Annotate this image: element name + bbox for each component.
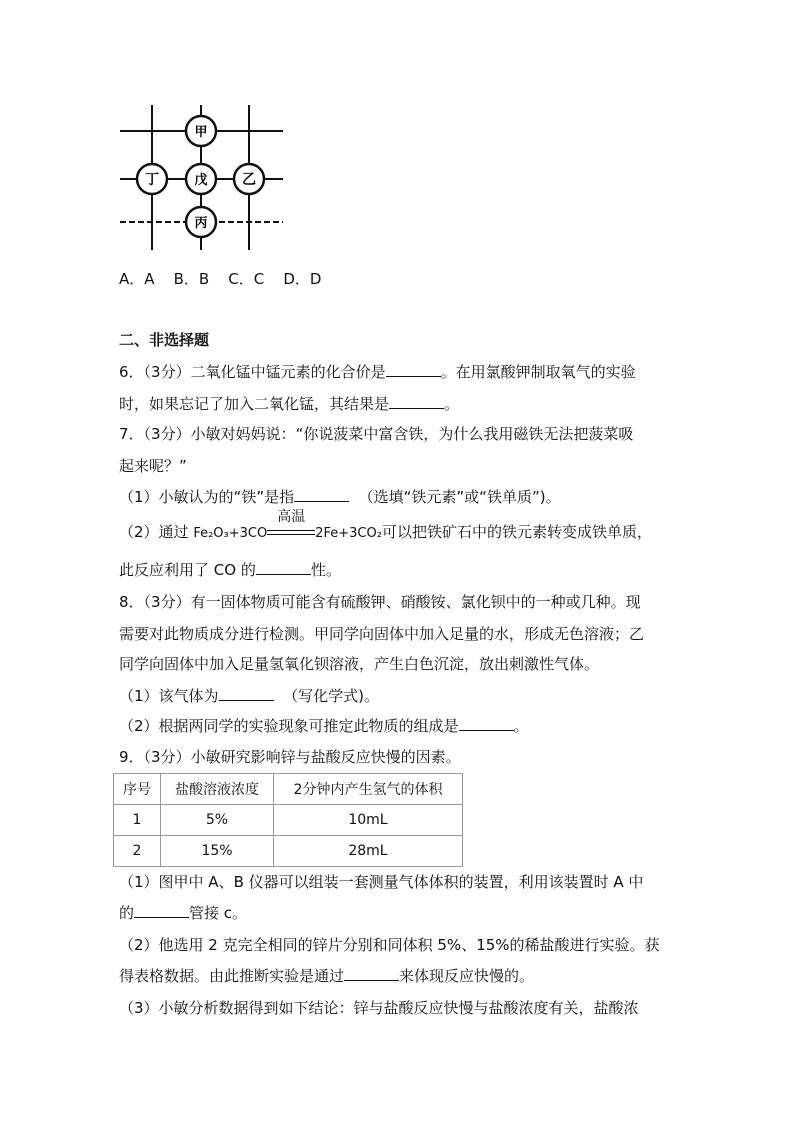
q8-line-2: 需要对此物质成分进行检测。甲同学向固体中加入足量的水，形成无色溶液；乙 [119, 625, 645, 643]
answer-options [119, 268, 321, 290]
node-left-label: 丁 [145, 172, 159, 188]
q9-text: 管接 c。 [189, 904, 248, 922]
node-top [186, 116, 216, 146]
answer-blank[interactable] [389, 394, 444, 409]
table-row [114, 805, 463, 836]
table-header: 盐酸溶液浓度 [161, 774, 274, 805]
answer-blank[interactable] [459, 716, 514, 731]
grid-diagram [115, 100, 290, 255]
equation-reactant: Fe₂O₃+3CO [193, 526, 268, 541]
q7-text: （1）小敏认为的“铁”是指 [119, 488, 295, 506]
node-right-label: 乙 [242, 172, 256, 188]
section-title: 二、非选择题 [119, 331, 210, 349]
q6-text: 。在用氯酸钾制取氧气的实验 [440, 363, 636, 381]
table-cell: 2 [114, 836, 161, 867]
table-header: 序号 [114, 774, 161, 805]
q6-text: 6．（3分）二氧化锰中锰元素的化合价是 [119, 363, 386, 381]
q6-line-2 [119, 393, 459, 415]
node-center [186, 164, 216, 194]
q7-line-1: 7．（3分）小敏对妈妈说：“你说菠菜中富含铁，为什么我用磁铁无法把菠菜吸 [119, 425, 634, 443]
table-cell: 5% [161, 805, 274, 836]
q6-line-1 [119, 361, 636, 383]
q9-part-1a: （1）图甲中 A、B 仪器可以组装一套测量气体体积的装置，利用该装置时 A 中 [119, 873, 644, 891]
answer-blank[interactable] [344, 966, 399, 981]
option-b[interactable]: B．B [173, 270, 210, 288]
q6-text: 。 [444, 395, 460, 413]
q9-text: 得表格数据。由此推断实验是通过 [119, 967, 345, 985]
node-bottom [186, 207, 216, 237]
q7-part-1 [119, 486, 561, 508]
answer-blank[interactable] [386, 362, 441, 377]
table-cell: 1 [114, 805, 161, 836]
q7-text: （选填“铁元素”或“铁单质”)。 [358, 488, 561, 506]
answer-blank[interactable] [256, 560, 311, 575]
q7-part-3 [119, 559, 341, 581]
node-right [234, 164, 264, 194]
q7-text: 可以把铁矿石中的铁元素转变成铁单质， [381, 523, 652, 541]
table-header: 2分钟内产生氢气的体积 [274, 774, 463, 805]
node-bottom-label: 丙 [194, 216, 208, 231]
q7-text: 此反应利用了 CO 的 [119, 561, 256, 579]
equation-product: 2Fe+3CO₂ [315, 526, 382, 541]
option-c[interactable]: C．C [228, 270, 265, 288]
q9-part-2b [119, 965, 534, 987]
table-cell: 15% [161, 836, 274, 867]
q7-line-2: 起来呢？” [119, 457, 187, 475]
q8-text: （2）根据两同学的实验现象可推定此物质的组成是 [119, 717, 459, 735]
node-top-label: 甲 [194, 125, 208, 140]
option-a[interactable]: A．A [119, 270, 155, 288]
answer-blank[interactable] [294, 487, 349, 502]
equation-condition: 高温 [277, 509, 306, 525]
q7-text: 性。 [310, 561, 341, 579]
q9-part-1b [119, 902, 247, 924]
q9-part-3: （3）小敏分析数据得到如下结论：锌与盐酸反应快慢与盐酸浓度有关，盐酸浓 [119, 999, 639, 1017]
node-left [137, 164, 167, 194]
equation-arrow [267, 509, 315, 543]
data-table [113, 773, 463, 867]
q9-line-1: 9．（3分）小敏研究影响锌与盐酸反应快慢的因素。 [119, 748, 461, 766]
answer-blank[interactable] [219, 686, 274, 701]
q8-text: （1）该气体为 [119, 687, 219, 705]
q8-text: （写化学式)。 [283, 687, 379, 705]
q7-text: （2）通过 [119, 523, 194, 541]
table-header-row [114, 774, 463, 805]
q9-part-2a: （2）他选用 2 克完全相同的锌片分别和同体积 5%、15%的稀盐酸进行实验。获 [119, 936, 660, 954]
q8-part-2 [119, 715, 529, 737]
answer-blank[interactable] [134, 903, 189, 918]
q8-line-1: 8．（3分）有一固体物质可能含有硫酸钾、硝酸铵、氯化钡中的一种或几种。现 [119, 593, 641, 611]
q6-text: 时，如果忘记了加入二氧化锰，其结果是 [119, 395, 390, 413]
option-d[interactable]: D．D [283, 270, 322, 288]
node-center-label: 戊 [194, 173, 208, 188]
q9-text: 的 [119, 904, 135, 922]
q7-part-2 [119, 509, 652, 545]
q8-part-1 [119, 685, 379, 707]
q8-text: 。 [513, 717, 529, 735]
table-cell: 10mL [274, 805, 463, 836]
table-row [114, 836, 463, 867]
table-cell: 28mL [274, 836, 463, 867]
q8-line-3: 同学向固体中加入足量氢氧化钡溶液，产生白色沉淀，放出刺激性气体。 [119, 655, 600, 673]
q9-text: 来体现反应快慢的。 [399, 967, 535, 985]
